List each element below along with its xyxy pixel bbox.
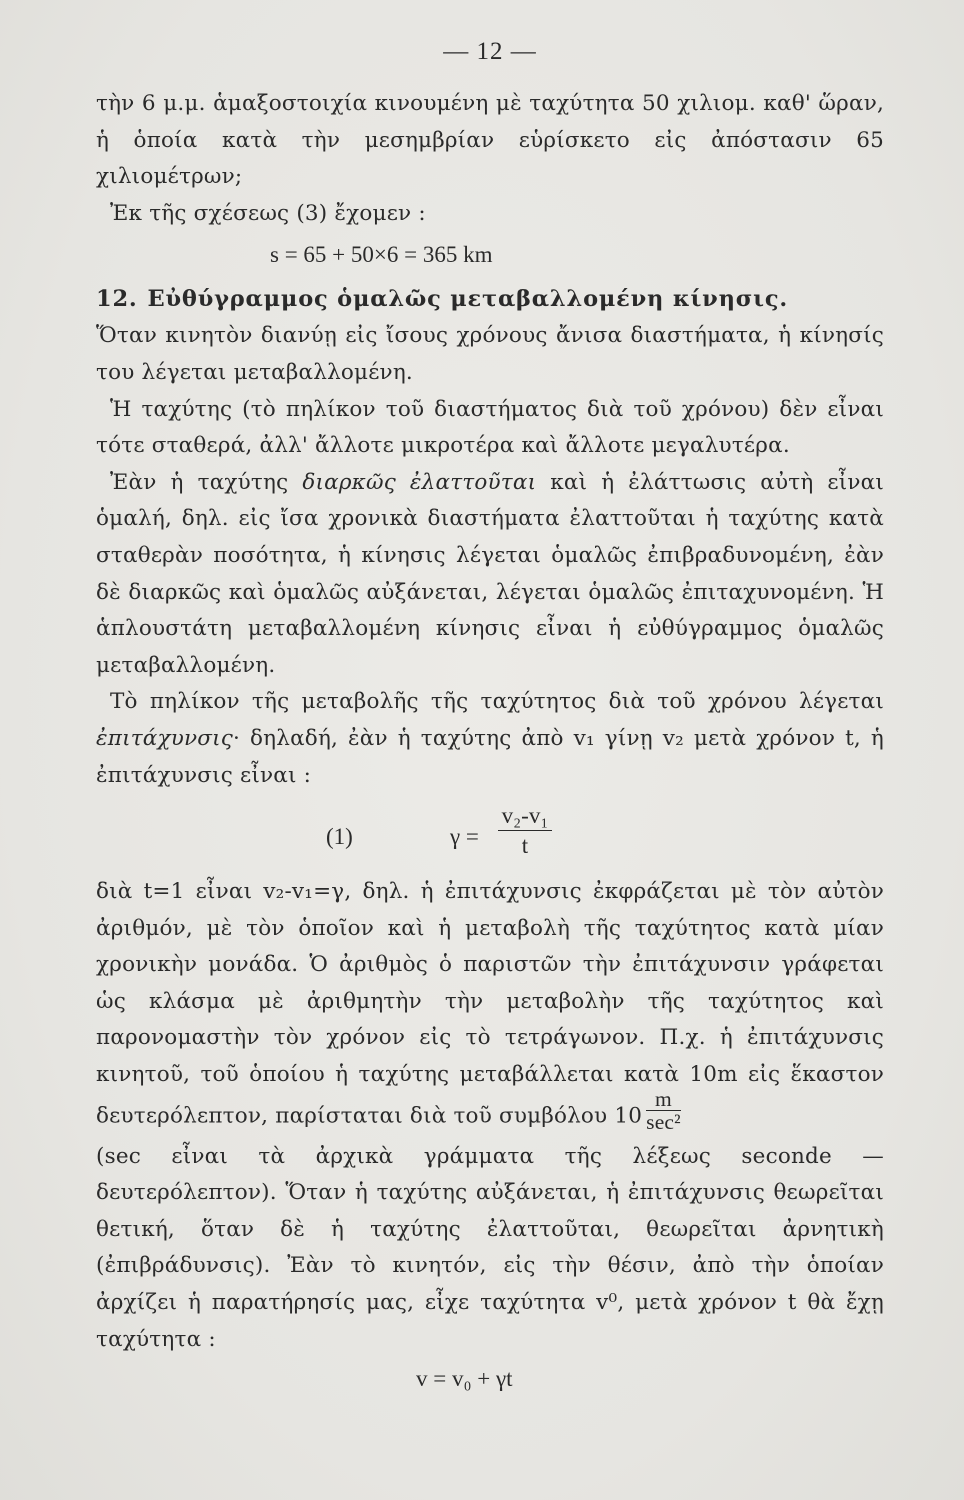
text-run: Τὸ πηλίκον τῆς μεταβολῆς τῆς ταχύτητος διὰ τοῦ χρόνου λέγεται bbox=[110, 689, 884, 715]
section-title: Εὐθύγραμμος ὁμαλῶς μεταβαλλομένη κίνησις. bbox=[147, 286, 788, 313]
text-run: Ἐὰν ἡ ταχύτης bbox=[110, 469, 303, 495]
paragraph-problem-statement: τὴν 6 μ.μ. ἁμαξοστοιχία κινουμένη μὲ ταχύτητα 50 χιλιομ. καθ' ὥραν, ἡ ὁποία κατὰ τὴν μεσημβρίαν εὑρίσκετο εἰς ἀπόστασιν 65 χιλιομέτρων; bbox=[96, 91, 884, 190]
equation-label: (1) bbox=[326, 824, 353, 850]
equation-distance: s = 65 + 50×6 = 365 km bbox=[270, 242, 493, 268]
paragraph-relation-intro: Ἐκ τῆς σχέσεως (3) ἔχομεν : bbox=[110, 200, 426, 226]
italic-term: διαρκῶς ἐλαττοῦται bbox=[302, 469, 537, 495]
unit-fraction bbox=[646, 1088, 681, 1133]
equation-lhs: γ = bbox=[450, 824, 479, 850]
page-number: — 12 — bbox=[443, 38, 537, 65]
unit-numerator: m bbox=[646, 1088, 681, 1111]
paragraph-definition-variable-motion: Ὅταν κινητὸν διανύῃ εἰς ἴσους χρόνους ἄνισα διαστήματα, ἡ κίνησίς του λέγεται μεταβαλλομένη. bbox=[96, 323, 884, 385]
text-run: · δηλαδή, ἐὰν ἡ ταχύτης ἀπὸ v₁ γίνῃ v₂ μετὰ χρόνον t, ἡ ἐπιτάχυνσις εἶναι : bbox=[96, 725, 884, 788]
paragraph-sign-of-acceleration: (sec εἶναι τὰ ἀρχικὰ γράμματα τῆς λέξεως seconde — δευτερόλεπτον). Ὅταν ἡ ταχύτης αὐξάνεται, ἡ ἐπιτάχυνσις θεωρεῖται θετική, ὅταν δὲ ἡ ταχύτης ἐλαττοῦται, θεωρεῖται ἀρνητικὴ (ἐπιβράδυνσις). Ἐὰν τὸ κινητόν, εἰς τὴν θέσιν, ἀπὸ τὴν ὁποίαν ἀρχίζει ἡ παρατήρησίς μας, εἶχε ταχύτητα v⁰, μετὰ χρόνον t θὰ ἔχῃ ταχύτητα : bbox=[96, 1143, 884, 1352]
equation-fraction bbox=[498, 802, 552, 861]
italic-term: ἐπιτάχυνσις bbox=[96, 725, 234, 751]
text-run: καὶ ἡ ἐλάττωσις αὐτὴ εἶναι ὁμαλή, δηλ. εἰς ἴσα χρονικὰ διαστήματα ἐλαττοῦται ἡ ταχύτης κατὰ σταθερὰν ποσότητα, ἡ κίνησις λέγεται ὁμαλῶς ἐπιβραδυνομένη, ἐὰν δὲ διαρκῶς καὶ ὁμαλῶς αὐξάνεται, λέγεται ὁμαλῶς ἐπιταχυνομένη. Ἡ ἁπλουστάτη μεταβαλλομένη κίνησις εἶναι ἡ εὐθύγραμμος ὁμαλῶς μεταβαλλομένη. bbox=[96, 469, 884, 678]
equation-velocity: v = v₀ + γt bbox=[416, 1366, 513, 1392]
paragraph-acceleration-explanation bbox=[96, 874, 884, 1139]
fraction-numerator: v₂-v₁ bbox=[498, 802, 552, 831]
paragraph-velocity-not-constant: Ἡ ταχύτης (τὸ πηλίκον τοῦ διαστήματος διὰ τοῦ χρόνου) δὲν εἶναι τότε σταθερά, ἀλλ' ἄλλοτε μικροτέρα καὶ ἄλλοτε μεγαλυτέρα. bbox=[96, 396, 884, 459]
text-run: διὰ t=1 εἶναι v₂-v₁=γ, δηλ. ἡ ἐπιτάχυνσις ἐκφράζεται μὲ τὸν αὐτὸν ἀριθμόν, μὲ τὸν ὁποῖον καὶ ἡ μεταβολὴ τῆς ταχύτητος κατὰ μίαν χρονικὴν μονάδα. Ὁ ἀριθμὸς ὁ παριστῶν τὴν ἐπιτάχυνσιν γράφεται ὡς κλάσμα μὲ ἀριθμητὴν τὴν μεταβολὴν τῆς ταχύτητος καὶ παρονομαστὴν τὸν χρόνον εἰς τὸ τετράγωνον. Π.χ. ἡ ἐπιτάχυνσις κινητοῦ, τοῦ ὁποίου ἡ ταχύτης μεταβάλλεται κατὰ 10m εἰς ἕκαστον δευτερόλεπτον, παρίσταται διὰ τοῦ συμβόλου 10 bbox=[96, 879, 884, 1129]
section-number: 12. bbox=[96, 286, 138, 313]
equation-acceleration bbox=[96, 802, 884, 864]
section-heading bbox=[96, 280, 884, 318]
paragraph-acceleration-definition bbox=[96, 684, 884, 794]
unit-denominator: sec² bbox=[646, 1109, 681, 1134]
paragraph-uniform-deceleration bbox=[96, 465, 884, 685]
fraction-denominator: t bbox=[521, 833, 529, 859]
